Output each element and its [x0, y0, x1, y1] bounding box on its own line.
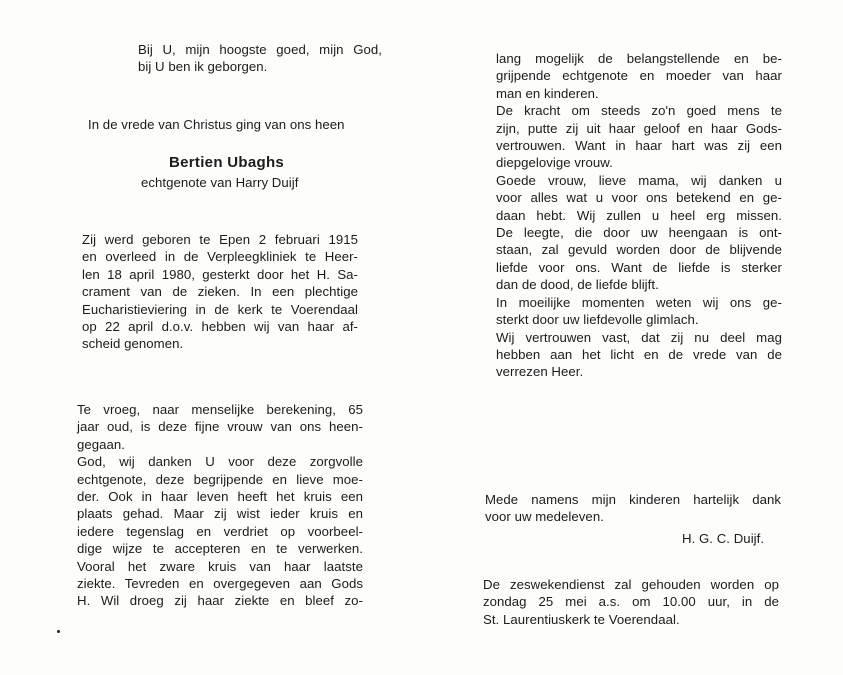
motto-line: Bij U, mijn hoogste goed, mijn God, [138, 42, 382, 57]
tribute-line: De kracht om steeds zo'n goed mens te [496, 103, 782, 119]
thanks [485, 491, 781, 526]
spouse-line: echtgenote van Harry Duijf [141, 175, 299, 190]
bio-line: crament van de zieken. In een plechtige [82, 284, 358, 300]
tribute-line: diepgelovige vrouw. [496, 155, 613, 171]
bio-line: len 18 april 1980, gesterkt door het H. Sa- [82, 266, 358, 282]
tribute-line: voor alles wat u voor ons betekend en ge- [496, 190, 782, 206]
tribute-line: vertrouwen. Want in haar hart was zij een [496, 138, 782, 154]
tribute-line: God, wij danken U voor deze zorgvolle [77, 454, 363, 470]
peace-line: In de vrede van Christus ging van ons heen [88, 117, 345, 132]
bio-line: en overleed in de Verpleegkliniek te Heer- [82, 249, 358, 265]
tribute [77, 401, 363, 610]
bio-line: Eucharistieviering in de kerk te Voerendaal [82, 301, 358, 317]
tribute-line: der. Ook in haar leven heeft het kruis een [77, 489, 363, 505]
left-panel [0, 0, 420, 675]
tribute-line: In moeilijke momenten weten wij ons ge- [496, 294, 782, 310]
signature-block [682, 530, 764, 547]
tribute-line: De leegte, die door uw heengaan is ont- [496, 225, 782, 241]
spouse-block [141, 174, 298, 191]
mass-line: De zeswekendienst zal gehouden worden op [483, 577, 779, 592]
right-panel [420, 0, 843, 675]
thanks-line: Mede namens mijn kinderen hartelijk dank [485, 492, 781, 507]
tribute-line: Vooral het zware kruis van haar laatste [77, 558, 363, 574]
tribute-line: grijpende echtgenote en moeder van haar [496, 68, 782, 84]
thanks-line: voor uw medeleven. [485, 509, 604, 525]
tribute-line: ziekte. Tevreden en overgegeven aan Gods [77, 576, 363, 592]
tribute-line: lang mogelijk de belangstellende en be- [496, 51, 782, 66]
tribute-line: daan hebt. Wij zullen u heel erg missen. [496, 207, 782, 223]
tribute-line: iedere tegenslag en verdriet op voorbeel- [77, 523, 363, 539]
tribute-line: verrezen Heer. [496, 364, 584, 380]
tribute-line: dan de dood, de liefde blijft. [496, 277, 659, 293]
peace-line-block [88, 116, 380, 133]
tribute-line: gegaan. [77, 436, 126, 452]
tribute-line: plaats gehad. Maar zij wist ieder kruis en [77, 506, 363, 522]
mass-announcement [483, 576, 779, 628]
tribute-line: jaar oud, is deze fijne vrouw van ons heen- [77, 419, 363, 435]
tribute-line: man en kinderen. [496, 85, 599, 101]
motto-line: bij U ben ik geborgen. [138, 59, 268, 75]
tribute-line: Goede vrouw, lieve mama, wij danken u [496, 172, 782, 188]
tribute-line: hebben aan het licht en de vrede van de [496, 346, 782, 362]
tribute-continued [496, 50, 782, 381]
tribute-line: staan, zal gevuld worden door de blijvende [496, 242, 782, 258]
tribute-line: echtgenote, deze begrijpende en lieve moe- [77, 471, 363, 487]
tribute-line: Wij vertrouwen vast, dat zij nu deel mag [496, 329, 782, 345]
bio-line: Zij werd geboren te Epen 2 februari 1915 [82, 232, 358, 247]
tribute-line: liefde voor ons. Want de liefde is sterker [496, 259, 782, 275]
mass-line: zondag 25 mei a.s. om 10.00 uur, in de [483, 594, 779, 610]
tribute-line: H. Wil droeg zij haar ziekte en bleef zo- [77, 593, 363, 609]
motto [138, 41, 382, 76]
bio-line: scheid genomen. [82, 336, 184, 352]
deceased-name: Bertien Ubaghs [169, 154, 285, 171]
stray-dot [57, 630, 60, 633]
biography [82, 231, 358, 353]
bio-line: op 22 april d.o.v. hebben wij van haar af- [82, 319, 358, 335]
tribute-line: dige wijze te accepteren en te verwerken. [77, 541, 363, 557]
signature: H. G. C. Duijf. [682, 531, 765, 546]
mass-line: St. Laurentiuskerk te Voerendaal. [483, 611, 680, 627]
tribute-line: sterkt door uw liefdevolle glimlach. [496, 312, 699, 328]
tribute-line: zijn, putte zij uit haar geloof en haar Gods- [496, 120, 782, 136]
tribute-line: Te vroeg, naar menselijke berekening, 65 [77, 402, 363, 417]
